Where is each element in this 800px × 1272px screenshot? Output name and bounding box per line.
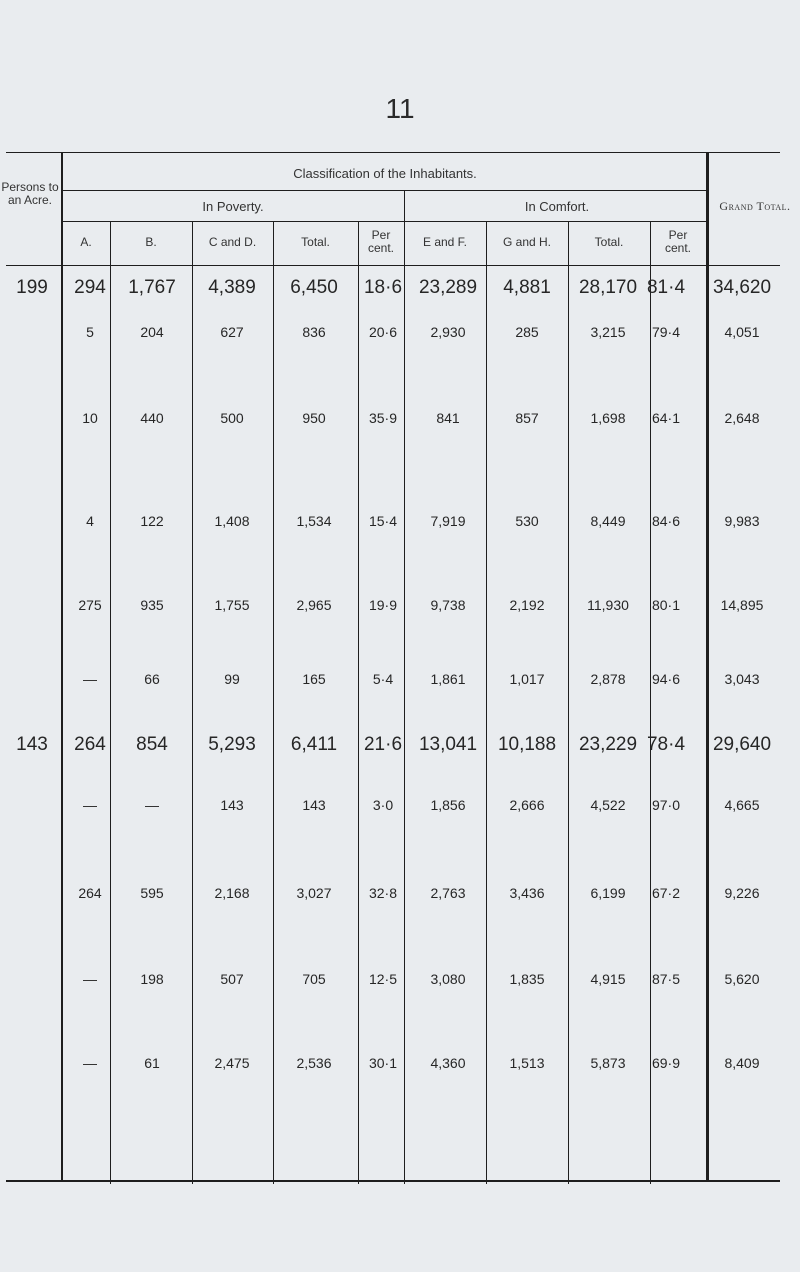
table-cell-com_pct: 94·6	[651, 671, 681, 687]
column-header: Per cent.	[664, 228, 691, 255]
table-cell-cd: 500	[220, 410, 244, 426]
rule-line	[192, 221, 193, 1184]
table-cell-a: 294	[74, 277, 106, 298]
header-persons-per-acre: Persons to an Acre.	[1, 180, 59, 207]
table-cell-gh: 2,666	[509, 797, 545, 813]
header-classification: Classification of the Inhabitants.	[293, 166, 477, 181]
table-cell-gh: 1,513	[509, 1055, 545, 1071]
column-header: B.	[145, 235, 157, 249]
table-cell-com_pct: 78·4	[646, 734, 686, 755]
table-cell-a: —	[83, 1055, 97, 1071]
table-cell-com_total: 11,930	[587, 597, 629, 613]
rule-line	[62, 190, 708, 191]
table-cell-grand: 5,620	[724, 971, 760, 987]
table-cell-a: 275	[78, 597, 102, 613]
table-cell-pov_total: 2,536	[296, 1055, 332, 1071]
table-cell-com_pct: 97·0	[651, 797, 681, 813]
table-cell-ef: 1,861	[430, 671, 466, 687]
table-cell-grand: 3,043	[724, 671, 760, 687]
table-cell-gh: 857	[515, 410, 539, 426]
table-cell-ef: 9,738	[430, 597, 466, 613]
table-cell-b: 61	[144, 1055, 160, 1071]
table-cell-grand: 9,226	[724, 885, 760, 901]
table-cell-grand: 29,640	[712, 734, 772, 755]
table-cell-pov_pct: 5·4	[372, 671, 394, 687]
table-cell-pov_pct: 35·9	[368, 410, 398, 426]
table-cell-a: —	[83, 671, 97, 687]
table-cell-pov_pct: 30·1	[368, 1055, 398, 1071]
table-cell-b: 935	[140, 597, 164, 613]
rule-line	[62, 221, 708, 222]
table-cell-a: 264	[78, 885, 102, 901]
table-cell-cd: 99	[224, 671, 240, 687]
table-cell-pov_total: 165	[302, 671, 326, 687]
table-cell-grand: 4,665	[724, 797, 760, 813]
table-cell-ef: 841	[436, 410, 460, 426]
table-cell-b: —	[145, 797, 159, 813]
table-cell-pov_total: 950	[302, 410, 326, 426]
table-cell-b: 440	[140, 410, 164, 426]
table-cell-com_total: 3,215	[590, 324, 626, 340]
table-cell-cd: 143	[220, 797, 244, 813]
table-cell-cd: 1,408	[214, 513, 250, 529]
table-cell-cd: 2,168	[214, 885, 250, 901]
table-cell-pov_total: 3,027	[296, 885, 332, 901]
table-cell-pov_total: 836	[302, 324, 326, 340]
table-cell-pov_pct: 18·6	[363, 277, 403, 298]
table-cell-gh: 4,881	[503, 277, 551, 298]
table-cell-com_total: 1,698	[590, 410, 626, 426]
table-cell-a: 264	[74, 734, 106, 755]
table-cell-pov_total: 2,965	[296, 597, 332, 613]
table-cell-ef: 1,856	[430, 797, 466, 813]
header-in-poverty: In Poverty.	[202, 199, 264, 214]
table-cell-cd: 2,475	[214, 1055, 250, 1071]
table-cell-b: 66	[144, 671, 160, 687]
rule-line	[61, 152, 63, 1180]
table-cell-com_total: 6,199	[590, 885, 626, 901]
table-cell-gh: 2,192	[509, 597, 545, 613]
table-cell-com_total: 8,449	[590, 513, 626, 529]
table-cell-gh: 3,436	[509, 885, 545, 901]
header-in-comfort: In Comfort.	[524, 199, 590, 214]
table-cell-ef: 23,289	[418, 277, 478, 298]
table-cell-pov_total: 143	[302, 797, 326, 813]
column-header: G and H.	[502, 235, 552, 249]
table-cell-cd: 627	[220, 324, 244, 340]
rule-line	[650, 221, 651, 1184]
rule-line	[110, 221, 111, 1184]
table-cell-pov_pct: 3·0	[372, 797, 394, 813]
table-cell-gh: 530	[515, 513, 539, 529]
table-cell-grand: 14,895	[720, 597, 764, 613]
table-cell-pov_pct: 15·4	[368, 513, 398, 529]
table-cell-persons: 199	[16, 277, 48, 298]
table-cell-com_pct: 67·2	[651, 885, 681, 901]
table-cell-ef: 2,930	[430, 324, 466, 340]
rule-line	[6, 152, 780, 153]
column-header: C and D.	[208, 235, 257, 249]
table-cell-com_total: 2,878	[590, 671, 626, 687]
column-header: Total.	[301, 235, 330, 249]
table-cell-com_pct: 81·4	[646, 277, 686, 298]
table-cell-grand: 9,983	[724, 513, 760, 529]
table-cell-com_total: 28,170	[578, 277, 638, 298]
rule-line	[706, 152, 709, 1180]
table-cell-b: 198	[140, 971, 164, 987]
table-cell-com_pct: 69·9	[651, 1055, 681, 1071]
table-cell-com_pct: 80·1	[651, 597, 681, 613]
rule-line	[568, 221, 569, 1184]
table-cell-cd: 4,389	[208, 277, 256, 298]
rule-line	[273, 221, 274, 1184]
rule-line	[6, 265, 780, 266]
table-cell-a: 4	[86, 513, 94, 529]
table-cell-com_pct: 64·1	[651, 410, 681, 426]
table-cell-cd: 5,293	[208, 734, 256, 755]
column-header: E and F.	[422, 235, 468, 249]
table-cell-gh: 1,835	[509, 971, 545, 987]
column-header: Total.	[594, 235, 624, 249]
table-cell-com_pct: 79·4	[651, 324, 681, 340]
table-cell-pov_total: 705	[302, 971, 326, 987]
table-cell-com_total: 5,873	[590, 1055, 626, 1071]
table-cell-pov_total: 6,411	[290, 734, 338, 755]
table-cell-ef: 2,763	[430, 885, 466, 901]
table-cell-cd: 507	[220, 971, 244, 987]
table-cell-pov_pct: 32·8	[368, 885, 398, 901]
table-cell-pov_pct: 20·6	[368, 324, 398, 340]
table-cell-pov_pct: 21·6	[363, 734, 403, 755]
column-header: A.	[80, 235, 92, 249]
table-cell-gh: 10,188	[497, 734, 557, 755]
table-cell-grand: 4,051	[724, 324, 760, 340]
rule-line	[6, 1180, 780, 1182]
table-cell-a: —	[83, 797, 97, 813]
table-cell-b: 854	[136, 734, 168, 755]
table-cell-pov_pct: 19·9	[368, 597, 398, 613]
rule-line	[486, 221, 487, 1184]
page-number: 11	[385, 93, 415, 124]
table-cell-b: 204	[140, 324, 164, 340]
table-cell-b: 595	[140, 885, 164, 901]
table-cell-a: 10	[82, 410, 98, 426]
table-cell-cd: 1,755	[214, 597, 250, 613]
table-cell-ef: 7,919	[430, 513, 466, 529]
table-cell-a: 5	[86, 324, 94, 340]
table-cell-com_total: 4,522	[590, 797, 626, 813]
table-cell-a: —	[83, 971, 97, 987]
table-cell-pov_total: 6,450	[290, 277, 338, 298]
table-cell-b: 122	[140, 513, 164, 529]
table-cell-gh: 1,017	[509, 671, 545, 687]
table-cell-com_pct: 87·5	[651, 971, 681, 987]
table-cell-com_total: 4,915	[590, 971, 626, 987]
rule-line	[358, 221, 359, 1184]
table-cell-pov_pct: 12·5	[368, 971, 398, 987]
table-cell-b: 1,767	[128, 277, 176, 298]
table-cell-grand: 34,620	[712, 277, 772, 298]
table-cell-com_pct: 84·6	[651, 513, 681, 529]
table-cell-pov_total: 1,534	[296, 513, 332, 529]
table-cell-grand: 8,409	[724, 1055, 760, 1071]
column-header: Per cent.	[367, 228, 394, 255]
table-cell-persons: 143	[16, 734, 48, 755]
header-grand-total: Grand Total.	[719, 199, 791, 213]
table-cell-ef: 3,080	[430, 971, 466, 987]
table-cell-ef: 13,041	[418, 734, 478, 755]
table-cell-grand: 2,648	[724, 410, 760, 426]
table-cell-gh: 285	[515, 324, 539, 340]
table-cell-ef: 4,360	[430, 1055, 466, 1071]
table-cell-com_total: 23,229	[578, 734, 638, 755]
